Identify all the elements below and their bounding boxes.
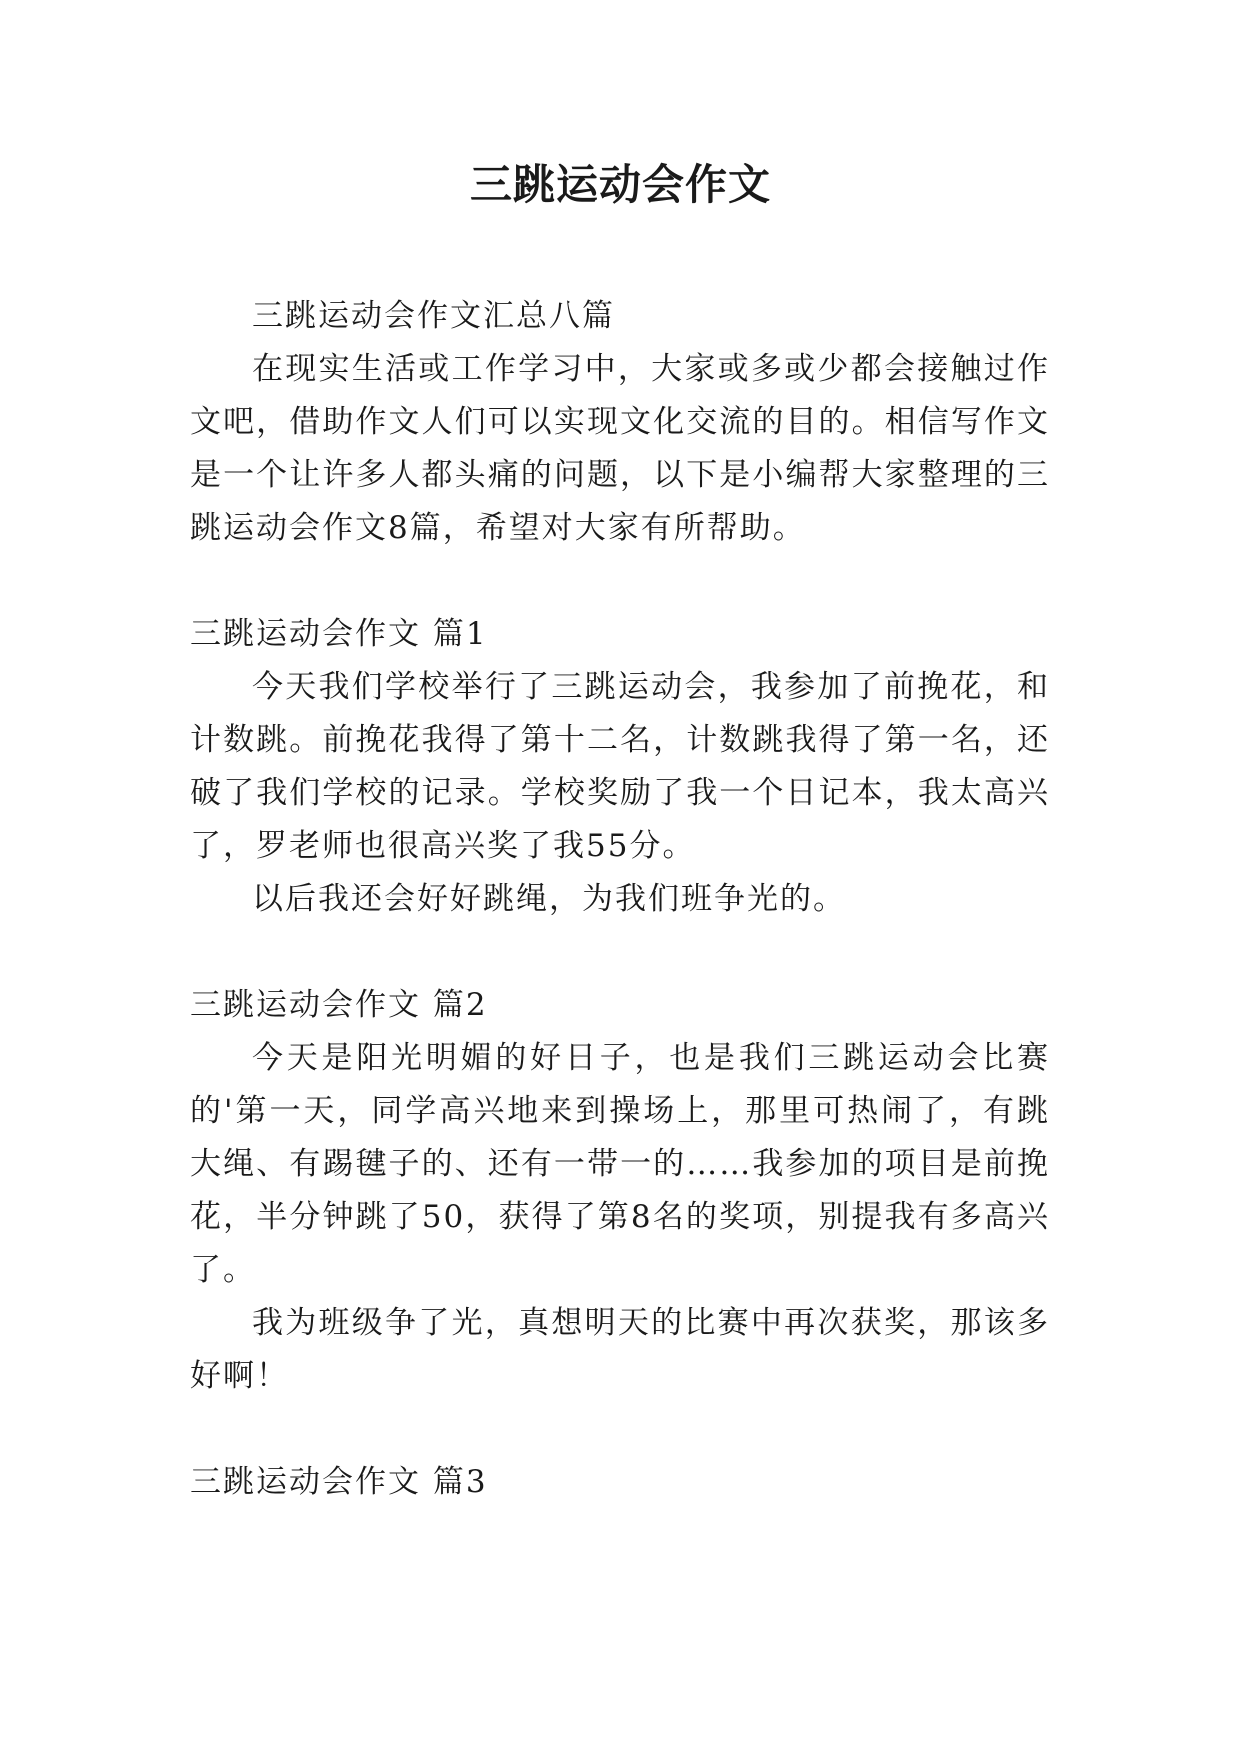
section-heading-2: 三跳运动会作文 篇2 [190, 987, 488, 1023]
section-heading-3: 三跳运动会作文 篇3 [190, 1464, 488, 1500]
document-title: 三跳运动会作文 [469, 160, 771, 209]
document-subtitle: 三跳运动会作文汇总八篇 [252, 298, 615, 334]
section-heading-1: 三跳运动会作文 篇1 [190, 616, 488, 652]
section-2-paragraph-1: 今天是阳光明媚的好日子，也是我们三跳运动会比赛的'第一天，同学高兴地来到操场上，那里可热闹了，有跳大绳、有踢毽子的、还有一带一的……我参加的项目是前挽花，半分钟跳了50，获得了第8名的奖项，别提我有多高兴了。 [190, 1040, 1050, 1288]
intro-paragraph: 在现实生活或工作学习中，大家或多或少都会接触过作文吧，借助作文人们可以实现文化交流的目的。相信写作文是一个让许多人都头痛的问题，以下是小编帮大家整理的三跳运动会作文8篇，希望对大家有所帮助。 [190, 351, 1050, 546]
section-2-paragraph-2: 我为班级争了光，真想明天的比赛中再次获奖，那该多好啊！ [190, 1305, 1050, 1394]
document-body [190, 290, 1050, 1509]
section-1-paragraph-2: 以后我还会好好跳绳，为我们班争光的。 [252, 881, 846, 917]
section-1-paragraph-1: 今天我们学校举行了三跳运动会，我参加了前挽花，和计数跳。前挽花我得了第十二名，计数跳我得了第一名，还破了我们学校的记录。学校奖励了我一个日记本，我太高兴了，罗老师也很高兴奖了我55分。 [190, 669, 1050, 864]
